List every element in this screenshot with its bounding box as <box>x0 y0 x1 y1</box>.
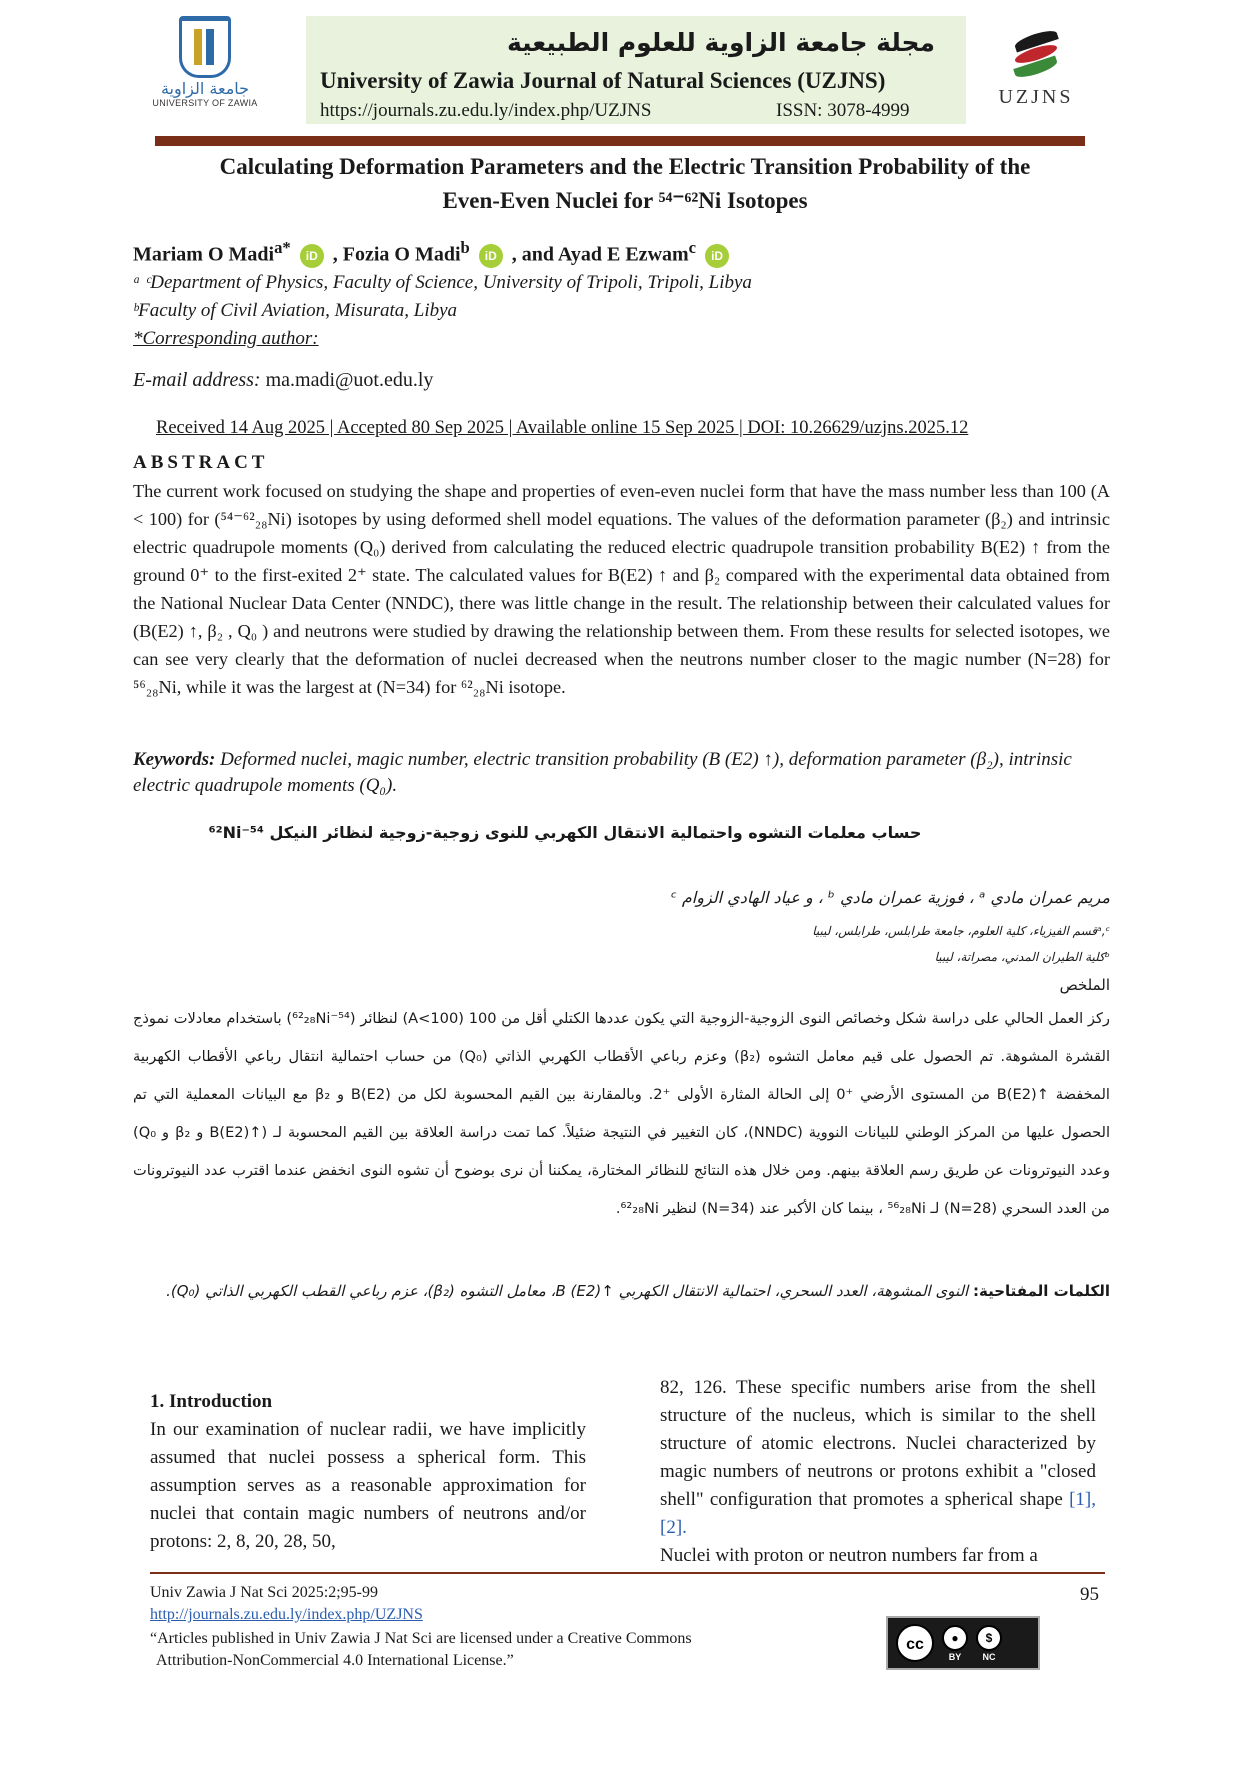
intro-paragraph-next: Nuclei with proton or neutron numbers far from a <box>660 1545 1038 1566</box>
header-divider <box>155 136 1085 146</box>
keywords-text: Deformed nuclei, magic number, electric transition probability (B (E2) ↑), deformation parameter (β₂), intrinsic electric quadrupole moments (Q₀). <box>133 749 1072 796</box>
journal-issn: ISSN: 3078-4999 <box>776 100 910 121</box>
by-badge <box>942 1625 968 1662</box>
article-title-line-2: Even-Even Nuclei for ⁵⁴⁻⁶²Ni Isotopes <box>442 188 808 213</box>
abstract-text: The current work focused on studying the shape and properties of even-even nuclei form that have the mass number less than 100 (A < 100) for (⁵⁴⁻⁶²₂₈Ni) isotopes by using deformed shell model equations. The values of the deformation parameter (β₂) and intrinsic electric quadrupole moments (Q₀) derived from calculating the reduced electric quadrupole transition probability B(E2) ↑ from the ground 0⁺ to the first-exited 2⁺ state. The calculated values for B(E2) ↑ and β₂ compared with the experimental data obtained from the National Nuclear Data Center (NNDC), there was little change in the result. The relationship between their calculated values for (B(E2) ↑, β₂ , Q₀ ) and neutrons were studied by drawing the relationship between them. From these results for selected isotopes, we can see very clearly that the deformation of nuclei decreased when the neutrons number closer to the magic number (N=28) for ⁵⁶₂₈Ni, while it was the largest at (N=34) for ⁶²₂₈Ni isotope. <box>133 481 1110 697</box>
flag-swoosh-icon <box>1006 24 1066 80</box>
dates-doi-line: Received 14 Aug 2025 | Accepted 80 Sep 2025 | Available online 15 Sep 2025 | DOI: 10.26629/uzjns.2025.12 <box>156 418 969 438</box>
article-title <box>150 150 1100 218</box>
by-label: BY <box>948 1651 962 1662</box>
journal-logo <box>988 24 1084 124</box>
author-name: , Fozia O Madi <box>332 243 461 266</box>
author-name: Mariam O Madi <box>133 243 275 266</box>
journal-title-english: University of Zawia Journal of Natural Sciences (UZJNS) <box>320 68 886 93</box>
intro-right-column <box>660 1374 1096 1570</box>
footer-citation: Univ Zawia J Nat Sci 2025:2;95-99 <box>150 1584 378 1601</box>
attribution-icon: ● <box>942 1625 968 1651</box>
noncommercial-icon: $ <box>976 1625 1002 1651</box>
university-shield-icon <box>179 16 231 78</box>
intro-paragraph: In our examination of nuclear radii, we have implicitly assumed that nuclei possess a spherical form. This assumption serves as a reasonable approximation for nuclei that contain magic numbers of neutrons and/or protons: 2, 8, 20, 28, 50, <box>150 1419 586 1552</box>
cc-icon: cc <box>896 1624 934 1662</box>
orcid-icon[interactable]: iD <box>300 244 324 268</box>
arabic-affiliation-b: ᵇكلية الطيران المدني، مصراتة، ليبيا <box>934 950 1110 964</box>
page-number: 95 <box>1080 1584 1099 1605</box>
journal-title-arabic: مجلة جامعة الزاوية للعلوم الطبيعية <box>506 28 936 57</box>
arabic-authors: مريم عمران مادي ᵃ ، فوزية عمران مادي ᵇ ، و عياد الهادي الزوام ᶜ <box>670 888 1110 907</box>
university-logo <box>150 16 260 116</box>
journal-url[interactable]: https://journals.zu.edu.ly/index.php/UZJNS <box>320 100 652 121</box>
nc-label: NC <box>982 1651 996 1662</box>
cc-license-badge[interactable] <box>886 1616 1040 1670</box>
arabic-keywords-text: النوى المشوهة، العدد السحري، احتمالية الانتقال الكهربي ↑B (E2)، معامل التشوه (β₂)، عزم رباعي القطب الكهربي الذاتي (Q₀). <box>166 1282 969 1300</box>
arabic-title: حساب معلمات التشوه واحتمالية الانتقال الكهربي للنوى زوجية-زوجية لنظائر النيكل ⁵⁴⁻⁶²Ni <box>208 823 922 842</box>
intro-continued-text: 82, 126. These specific numbers arise from the shell structure of the nucleus, which is similar to the shell structure of atomic electrons. Nuclei characterized by magic numbers of neutrons or protons exhibit a "closed shell" configuration that promotes a spherical shape <box>660 1377 1096 1510</box>
keywords <box>133 747 1110 799</box>
arabic-affiliation-ac: ᵃ,ᶜقسم الفيزياء، كلية العلوم، جامعة طرابلس، طرابلس، ليبيا <box>812 924 1110 938</box>
arabic-keywords-label: الكلمات المفتاحية: <box>972 1282 1110 1300</box>
affiliation-ac: ᵃ ᶜDepartment of Physics, Faculty of Science, University of Tripoli, Tripoli, Libya <box>133 272 752 293</box>
logo-english-text: UNIVERSITY OF ZAWIA <box>152 98 258 108</box>
license-line-2: Attribution-NonCommercial 4.0 International License.” <box>156 1652 514 1669</box>
citation-refs[interactable]: [1], [2]. <box>660 1489 1096 1538</box>
journal-banner <box>306 16 966 124</box>
author-list <box>133 238 733 268</box>
section-heading: 1. Introduction <box>150 1391 273 1412</box>
journal-logo-text: UZJNS <box>998 86 1074 108</box>
footer-url[interactable]: http://journals.zu.edu.ly/index.php/UZJNS <box>150 1606 423 1623</box>
author-sup: a* <box>274 238 291 257</box>
arabic-keywords <box>133 1274 1110 1308</box>
affiliation-b: ᵇFaculty of Civil Aviation, Misurata, Libya <box>133 300 458 321</box>
nc-badge <box>976 1625 1002 1662</box>
author-sup: c <box>688 238 697 257</box>
keywords-label: Keywords: <box>133 749 216 770</box>
author-name: , and Ayad E Ezwam <box>511 243 689 266</box>
arabic-summary-text: ركز العمل الحالي على دراسة شكل وخصائص النوى الزوجية-الزوجية التي يكون عددها الكتلي أقل من 100 (A<100) لنظائر (⁵⁴⁻⁶²₂₈Ni) باستخدام معادلات نموذج القشرة المشوهة. تم الحصول على قيم معامل التشوه (β₂) وعزم رباعي الأقطاب الكهربي الذاتي (Q₀) من حساب احتمالية انتقال رباعي الأقطاب الكهربية المخفضة ↑B(E2) من المستوى الأرضي ⁺0 إلى الحالة المثارة الأولى ⁺2. وبالمقارنة بين القيم المحسوبة لكل من B(E2) و β₂ مع البيانات المعملية التي تم الحصول عليها من المركز الوطني للبيانات النووية (NNDC)، كان التغيير في النتيجة ضئيلاً. كما تمت دراسة العلاقة بين القيم المحسوبة لـ (↑B(E2) و β₂ و Q₀) وعدد النيوترونات عن طريق رسم العلاقة بينهم. ومن خلال هذه النتائج للنظائر المختارة، يمكننا أن نرى بوضوح أن تشوه النوى انخفض عندما اقترب عدد النيوترونات من العدد السحري (N=28) لـ ⁵⁶₂₈Ni ، بينما كان الأكبر عند (N=34) لنظير ⁶²₂₈Ni. <box>133 1010 1110 1217</box>
author-sup: b <box>460 238 470 257</box>
email-line <box>133 369 433 392</box>
intro-paragraph-continued <box>660 1374 1096 1542</box>
arabic-summary-heading: الملخص <box>1059 976 1110 994</box>
orcid-icon[interactable]: iD <box>705 244 729 268</box>
license-line-1: “Articles published in Univ Zawia J Nat Sci are licensed under a Creative Commons <box>150 1630 692 1647</box>
abstract-heading: ABSTRACT <box>133 452 269 473</box>
orcid-icon[interactable]: iD <box>479 244 503 268</box>
email-label: E-mail address: <box>133 369 261 391</box>
article-title-line-1: Calculating Deformation Parameters and the Electric Transition Probability of the <box>219 154 1031 179</box>
logo-arabic-text: جامعة الزاوية <box>160 79 250 98</box>
corresponding-author: *Corresponding author: <box>133 328 319 349</box>
intro-left-column <box>150 1388 586 1556</box>
footer-divider <box>150 1572 1105 1574</box>
email-address[interactable]: ma.madi@uot.edu.ly <box>265 369 434 391</box>
